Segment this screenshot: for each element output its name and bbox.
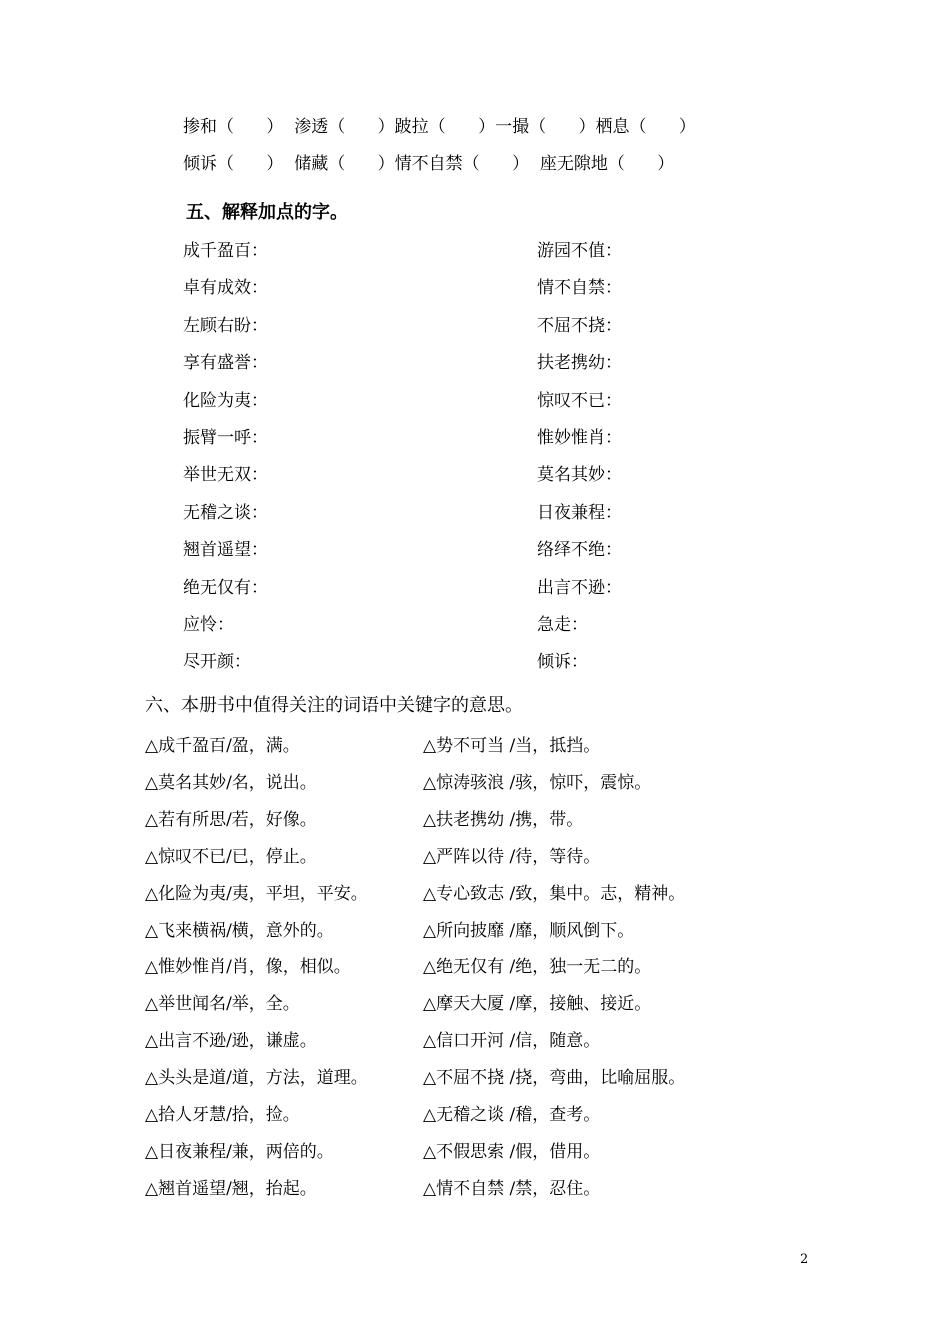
- term-left: 应怜：: [183, 615, 234, 635]
- definition-right: △摩天大厦 /摩，接触、接近。: [423, 994, 652, 1015]
- definition-left: △惊叹不已/已，停止。: [145, 846, 317, 867]
- definition-left: △举世闻名/举，全。: [145, 994, 300, 1015]
- definition-right: △严阵以待 /待，等待。: [423, 846, 601, 867]
- term-left: 翘首遥望：: [183, 540, 268, 561]
- definition-left: △若有所思/若，好像。: [145, 809, 317, 830]
- term-right: 游园不值：: [537, 241, 622, 261]
- term-left: 振臂一呼：: [183, 428, 268, 448]
- definition-right: △势不可当 /当，抵挡。: [423, 736, 601, 756]
- definition-left: △日夜兼程/兼，两倍的。: [145, 1141, 334, 1162]
- term-right: 倾诉：: [537, 652, 588, 673]
- section-six-heading: 六、本册书中值得关注的词语中关键字的意思。: [145, 695, 523, 716]
- section-four-row-1: 掺和（ ） 渗透（ ）跛拉（ ）一撮（ ）栖息（ ）: [183, 117, 696, 137]
- definition-left: △飞来横祸/横，意外的。: [145, 920, 334, 941]
- term-right: 惊叹不已：: [537, 390, 622, 411]
- term-left: 举世无双：: [183, 465, 268, 486]
- definition-right: △不屈不挠 /挠，弯曲，比喻屈服。: [423, 1068, 686, 1089]
- term-right: 情不自禁：: [537, 278, 622, 299]
- term-right: 莫名其妙：: [537, 465, 622, 486]
- definition-left: △莫名其妙/名，说出。: [145, 772, 317, 793]
- term-left: 绝无仅有：: [183, 577, 268, 598]
- definition-right: △惊涛骇浪 /骇，惊吓，震惊。: [423, 772, 652, 793]
- definition-right: △专心致志 /致，集中。志，精神。: [423, 883, 686, 904]
- definition-left: △出言不逊/逊，谦虚。: [145, 1031, 317, 1052]
- definition-right: △情不自禁 /禁，忍住。: [423, 1178, 601, 1199]
- page-number: 2: [800, 1252, 809, 1267]
- term-right: 急走：: [537, 615, 588, 635]
- term-right: 日夜兼程：: [537, 502, 622, 523]
- section-five-heading: 五、解释加点的字。: [186, 202, 348, 223]
- definition-left: △惟妙惟肖/肖，像，相似。: [145, 957, 351, 978]
- definition-left: △翘首遥望/翘，抬起。: [145, 1178, 317, 1199]
- definition-left: △拾人牙慧/拾，捡。: [145, 1105, 300, 1125]
- term-left: 享有盛誉：: [183, 353, 268, 374]
- term-left: 尽开颜：: [183, 652, 251, 673]
- definition-left: △成千盈百/盈，满。: [145, 736, 300, 756]
- definition-right: △不假思索 /假，借用。: [423, 1141, 601, 1162]
- definition-right: △无稽之谈 /稽，查考。: [423, 1105, 601, 1125]
- term-right: 扶老携幼：: [537, 353, 622, 374]
- term-left: 化险为夷：: [183, 390, 268, 411]
- definition-right: △扶老携幼 /携，带。: [423, 809, 584, 830]
- term-left: 成千盈百：: [183, 241, 268, 261]
- term-left: 无稽之谈：: [183, 502, 268, 523]
- definition-right: △绝无仅有 /绝，独一无二的。: [423, 957, 652, 978]
- term-right: 出言不逊：: [537, 577, 622, 598]
- section-four-row-2: 倾诉（ ） 储藏（ ）情不自禁（ ） 座无隙地（ ）: [183, 154, 675, 174]
- definition-right: △信口开河 /信，随意。: [423, 1031, 601, 1052]
- term-left: 卓有成效：: [183, 278, 268, 299]
- definition-left: △化险为夷/夷，平坦，平安。: [145, 883, 368, 904]
- term-left: 左顾右盼：: [183, 315, 268, 336]
- definition-right: △所向披靡 /靡，顺风倒下。: [423, 920, 635, 941]
- term-right: 惟妙惟肖：: [537, 428, 622, 448]
- term-right: 不屈不挠：: [537, 315, 622, 336]
- definition-left: △头头是道/道，方法，道理。: [145, 1068, 368, 1089]
- term-right: 络绎不绝：: [537, 540, 622, 561]
